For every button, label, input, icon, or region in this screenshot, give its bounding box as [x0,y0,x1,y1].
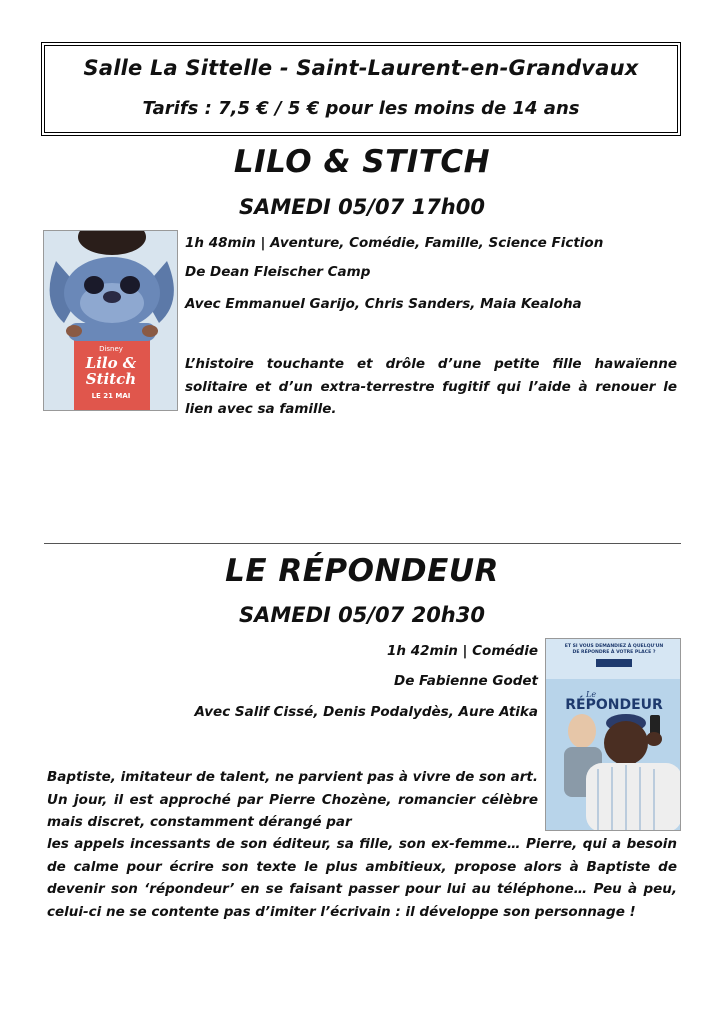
svg-text:Lilo &: Lilo & [85,354,137,372]
svg-text:RÉPONDEUR: RÉPONDEUR [565,697,663,713]
ticket-prices: Tarifs : 7,5 € / 5 € pour les moins de 14 ans [142,98,580,119]
film-cast: Avec Salif Cissé, Denis Podalydès, Aure Atika [194,704,538,720]
film-synopsis-part-1: Baptiste, imitateur de talent, ne parvient pas à vivre de son art. Un jour, il est approché par Pierre Chozène, romancier célèbre mais discret, constamment dérangé par [47,769,538,830]
movie-poster-le-repondeur [545,638,681,831]
section-divider [44,543,681,544]
svg-text:ET SI VOUS DEMANDIEZ À QUELQU': ET SI VOUS DEMANDIEZ À QUELQU'UN [564,644,664,649]
film-cast: Avec Emmanuel Garijo, Chris Sanders, Maia Kealoha [185,296,582,312]
svg-text:Le: Le [586,690,597,699]
venue-name: Salle La Sittelle - Saint-Laurent-en-Grandvaux [83,56,639,80]
svg-text:Stitch: Stitch [85,370,137,388]
film-date: SAMEDI 05/07 17h00 [238,195,485,219]
film-synopsis: L’histoire touchante et drôle d’une petite fille hawaïenne solitaire et d’un extra-terrestre fugitif qui l’aide à renouer le lien avec sa famille. [185,356,677,417]
movie-poster-lilo-stitch [43,230,178,411]
svg-text:DE RÉPONDRE À VOTRE PLACE ?: DE RÉPONDRE À VOTRE PLACE ? [572,650,656,655]
le-repondeur-poster-art [546,639,681,831]
film-info: 1h 48min | Aventure, Comédie, Famille, Science Fiction [185,235,604,251]
film-director: De Dean Fleischer Camp [185,264,371,280]
film-date: SAMEDI 05/07 20h30 [238,603,485,627]
film-synopsis-part-2: les appels incessants de son éditeur, sa fille, son ex-femme… Pierre, qui a besoin de calme pour écrire son texte le plus ambitieux, propose alors à Baptiste de devenir son ‘répondeur’ en se faisant passer pour lui au téléphone… Peu à peu, celui-ci ne se contente pas d’imiter l’écrivain : il développe son personnage ! [47,836,677,920]
poster-brand: Disney [99,345,123,353]
film-director: De Fabienne Godet [394,673,538,689]
poster-release: LE 21 MAI [91,392,131,400]
film-info: 1h 42min | Comédie [387,643,538,659]
film-title: LILO & STITCH [233,144,491,180]
lilo-stitch-poster-art [44,231,178,411]
venue-header [41,42,681,136]
film-title: LE RÉPONDEUR [225,553,499,589]
